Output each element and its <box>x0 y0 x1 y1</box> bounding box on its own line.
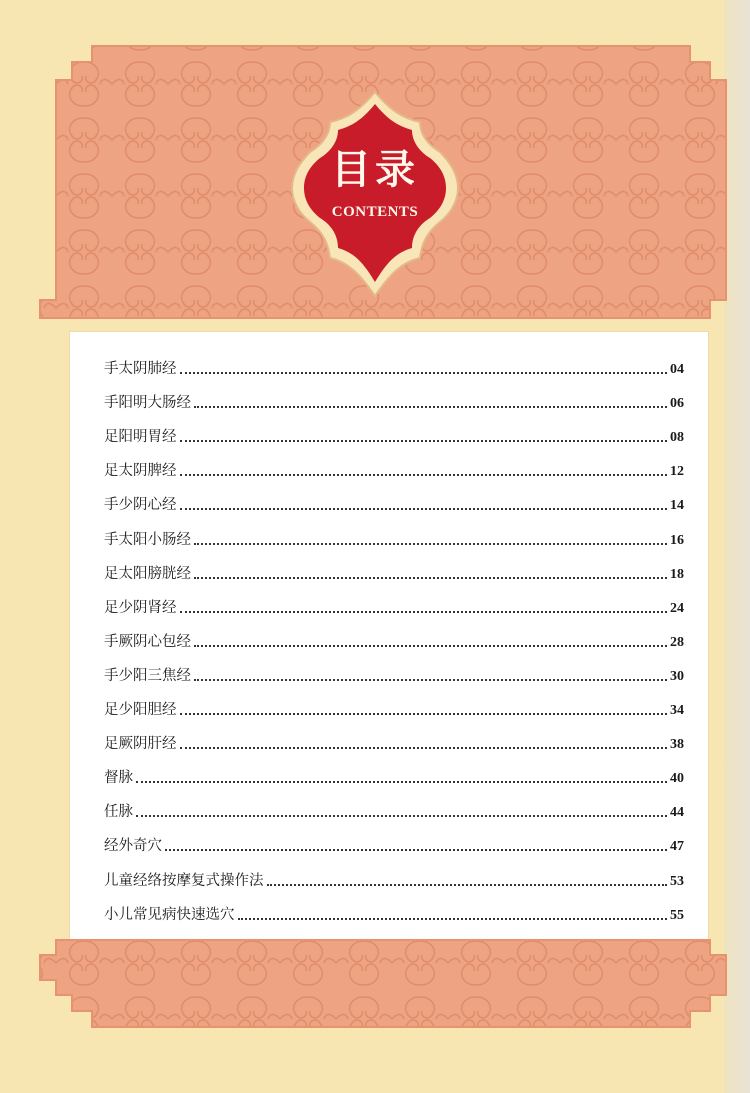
toc-dot-leader <box>165 849 667 851</box>
toc-dot-leader <box>194 679 667 681</box>
toc-item-page-number: 08 <box>670 430 684 446</box>
toc-item[interactable] <box>70 514 708 548</box>
bottom-decorative-banner <box>0 935 750 1045</box>
toc-item-title: 足少阳胆经 <box>104 702 177 719</box>
toc-item-page-number: 06 <box>670 396 684 412</box>
toc-item[interactable] <box>70 446 708 480</box>
toc-item[interactable] <box>70 787 708 821</box>
toc-item-page-number: 28 <box>670 634 684 650</box>
toc-item-page-number: 04 <box>670 362 684 378</box>
toc-item-page-number: 18 <box>670 566 684 582</box>
toc-dot-leader <box>194 543 667 545</box>
toc-item-page-number: 47 <box>670 839 684 855</box>
toc-dot-leader <box>180 440 668 442</box>
toc-item-page-number: 53 <box>670 873 684 889</box>
toc-item-title: 督脉 <box>104 770 133 787</box>
toc-item-page-number: 40 <box>670 771 684 787</box>
toc-dot-leader <box>136 815 667 817</box>
toc-item-page-number: 34 <box>670 703 684 719</box>
toc-item[interactable] <box>70 855 708 889</box>
toc-item-title: 任脉 <box>104 804 133 821</box>
toc-item[interactable] <box>70 617 708 651</box>
toc-item-title: 手太阴肺经 <box>104 361 177 378</box>
toc-item-page-number: 38 <box>670 737 684 753</box>
toc-panel <box>70 332 708 948</box>
toc-item[interactable] <box>70 821 708 855</box>
toc-item-title: 经外奇穴 <box>104 838 162 855</box>
toc-item[interactable] <box>70 890 708 924</box>
toc-item-page-number: 24 <box>670 600 684 616</box>
toc-item[interactable] <box>70 753 708 787</box>
toc-item[interactable] <box>70 651 708 685</box>
toc-item-title: 手太阳小肠经 <box>104 531 191 548</box>
toc-item[interactable] <box>70 412 708 446</box>
toc-dot-leader <box>136 781 667 783</box>
toc-list <box>70 332 708 958</box>
toc-item[interactable] <box>70 549 708 583</box>
toc-dot-leader <box>238 918 668 920</box>
toc-dot-leader <box>267 884 668 886</box>
title-badge <box>290 90 460 300</box>
toc-item-page-number: 44 <box>670 805 684 821</box>
toc-dot-leader <box>180 713 668 715</box>
toc-item[interactable] <box>70 719 708 753</box>
toc-item-title: 足太阴脾经 <box>104 463 177 480</box>
toc-item-title: 手少阳三焦经 <box>104 667 191 684</box>
toc-item-page-number: 12 <box>670 464 684 480</box>
toc-dot-leader <box>194 645 667 647</box>
toc-item-title: 手厥阴心包经 <box>104 633 191 650</box>
toc-item[interactable] <box>70 685 708 719</box>
toc-dot-leader <box>180 611 668 613</box>
toc-item-title: 小儿常见病快速选穴 <box>104 906 235 923</box>
badge-shape <box>290 90 460 300</box>
toc-item-title: 足少阴肾经 <box>104 599 177 616</box>
toc-item-title: 足厥阴肝经 <box>104 736 177 753</box>
toc-item-title: 足太阳膀胱经 <box>104 565 191 582</box>
toc-item-page-number: 16 <box>670 532 684 548</box>
toc-item-page-number: 55 <box>670 907 684 923</box>
toc-dot-leader <box>180 474 668 476</box>
toc-item-page-number: 30 <box>670 668 684 684</box>
toc-item-title: 儿童经络按摩复式操作法 <box>104 872 264 889</box>
toc-dot-leader <box>194 577 667 579</box>
page-title: 目录 <box>331 147 419 193</box>
toc-item-title: 手阳明大肠经 <box>104 395 191 412</box>
toc-item[interactable] <box>70 344 708 378</box>
toc-item-title: 足阳明胃经 <box>104 429 177 446</box>
toc-item-page-number: 14 <box>670 498 684 514</box>
toc-dot-leader <box>180 508 668 510</box>
toc-dot-leader <box>194 406 667 408</box>
toc-dot-leader <box>180 372 668 374</box>
toc-item[interactable] <box>70 480 708 514</box>
toc-dot-leader <box>180 747 668 749</box>
toc-item[interactable] <box>70 583 708 617</box>
toc-item[interactable] <box>70 378 708 412</box>
page-subtitle: CONTENTS <box>331 204 419 220</box>
toc-item-title: 手少阴心经 <box>104 497 177 514</box>
